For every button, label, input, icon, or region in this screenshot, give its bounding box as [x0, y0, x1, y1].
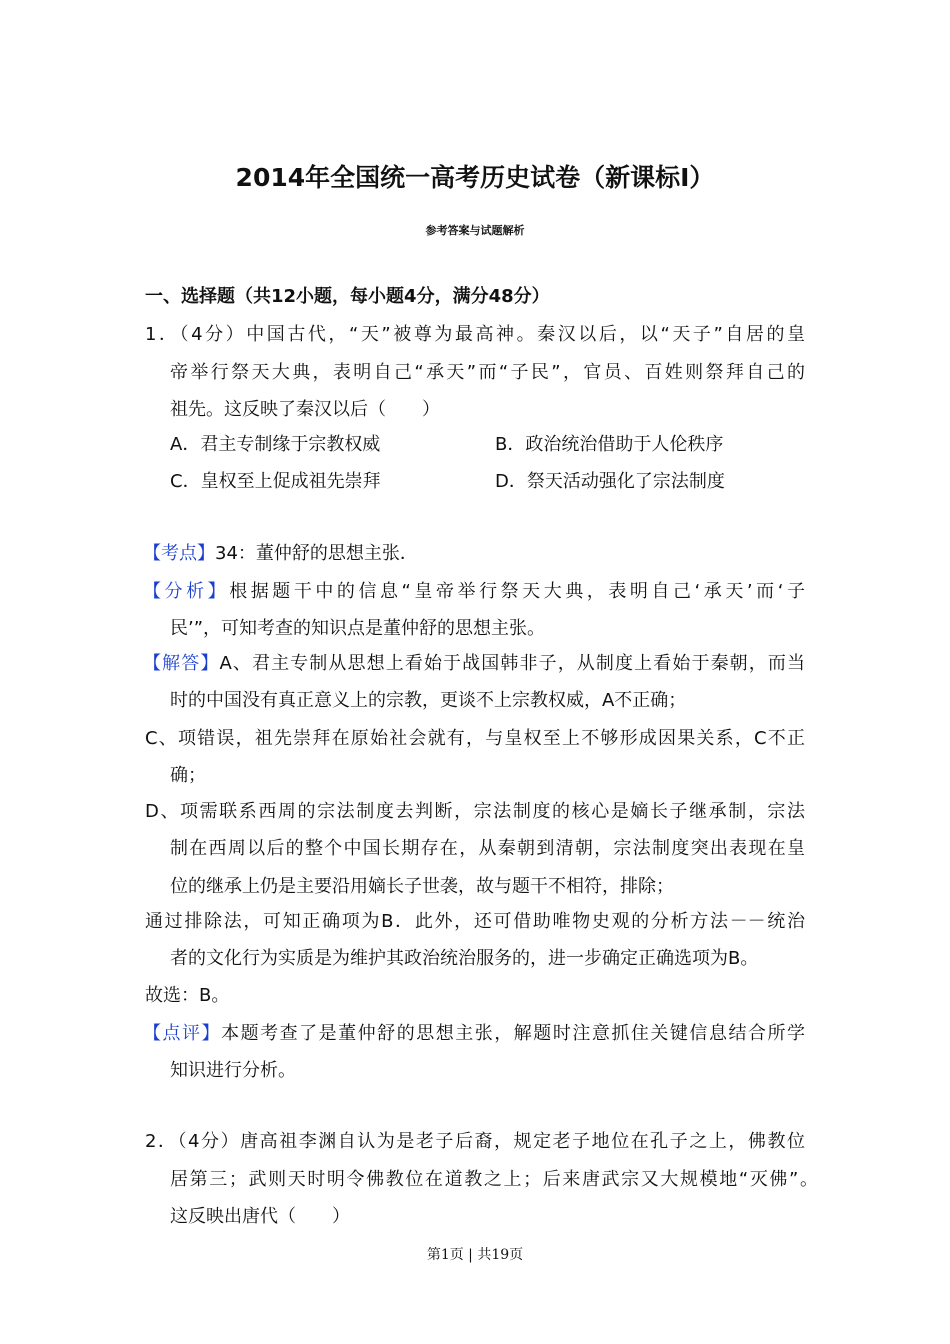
option-d: D．祭天活动强化了宗法制度	[495, 471, 725, 492]
question-2-line: 2．（4分）唐高祖李渊自认为是老子后裔，规定老子地位在孔子之上，佛教位	[145, 1131, 805, 1152]
jieda-text: D、项需联系西周的宗法制度去判断，宗法制度的核心是嫡长子继承制，宗法	[145, 801, 805, 822]
jieda-text: A、君主专制从思想上看始于战国韩非子，从制度上看始于秦朝，而当	[219, 653, 806, 674]
question-1-line: 1．（4分）中国古代，“天”被尊为最高神。秦汉以后，以“天子”自居的皇	[145, 324, 805, 345]
jieda-text: C、项错误，祖先崇拜在原始社会就有，与皇权至上不够形成因果关系，C不正	[145, 728, 805, 749]
fenxi-text: 民’”，可知考查的知识点是董仲舒的思想主张。	[170, 618, 546, 639]
section-heading: 一、选择题（共12小题，每小题4分，满分48分）	[145, 286, 550, 307]
question-1-line: 祖先。这反映了秦汉以后（ ）	[170, 399, 440, 420]
document-subtitle: 参考答案与试题解析	[425, 224, 525, 237]
jieda-text: 通过排除法，可知正确项为B．此外，还可借助唯物史观的分析方法－－统治	[145, 911, 805, 932]
answer-text: 故选：B。	[145, 985, 230, 1006]
page-footer: 第1页 | 共19页	[426, 1247, 524, 1263]
fenxi-text: 根据题干中的信息“皇帝举行祭天大典，表明自己‘承天’而‘子	[229, 581, 805, 602]
jieda-text: 位的继承上仍是主要沿用嫡长子世袭，故与题干不相符，排除；	[170, 876, 674, 897]
jieda-text: 时的中国没有真正意义上的宗教，更谈不上宗教权威，A不正确；	[170, 690, 687, 711]
jieda-label: 【解答】	[143, 653, 220, 674]
dianping-text: 知识进行分析。	[170, 1060, 296, 1081]
kaodian-label: 【考点】	[143, 543, 215, 564]
jieda-text: 确；	[170, 765, 206, 786]
document-title: 2014年全国统一高考历史试卷（新课标Ⅰ）	[235, 163, 715, 192]
option-b: B．政治统治借助于人伦秩序	[495, 434, 724, 455]
dianping-line	[143, 1021, 805, 1047]
question-2-line: 这反映出唐代（ ）	[170, 1206, 350, 1227]
jieda-text: 制在西周以后的整个中国长期存在，从秦朝到清朝，宗法制度突出表现在皇	[170, 838, 805, 859]
fenxi-line	[143, 579, 805, 605]
dianping-label: 【点评】	[143, 1023, 222, 1044]
question-1-line: 帝举行祭天大典，表明自己“承天”而“子民”，官员、百姓则祭拜自己的	[170, 362, 805, 383]
option-a: A．君主专制缘于宗教权威	[170, 434, 381, 455]
question-2-line: 居第三；武则天时明令佛教位在道教之上；后来唐武宗又大规模地“灭佛”。	[170, 1169, 818, 1190]
jieda-text: 者的文化行为实质是为维护其政治统治服务的，进一步确定正确选项为B。	[170, 948, 759, 969]
kaodian-line	[143, 541, 418, 567]
jieda-line	[143, 651, 805, 677]
fenxi-label: 【分析】	[143, 581, 230, 602]
dianping-text: 本题考查了是董仲舒的思想主张，解题时注意抓住关键信息结合所学	[221, 1023, 805, 1044]
option-c: C．皇权至上促成祖先崇拜	[170, 471, 381, 492]
kaodian-text: 34：董仲舒的思想主张．	[215, 543, 418, 564]
